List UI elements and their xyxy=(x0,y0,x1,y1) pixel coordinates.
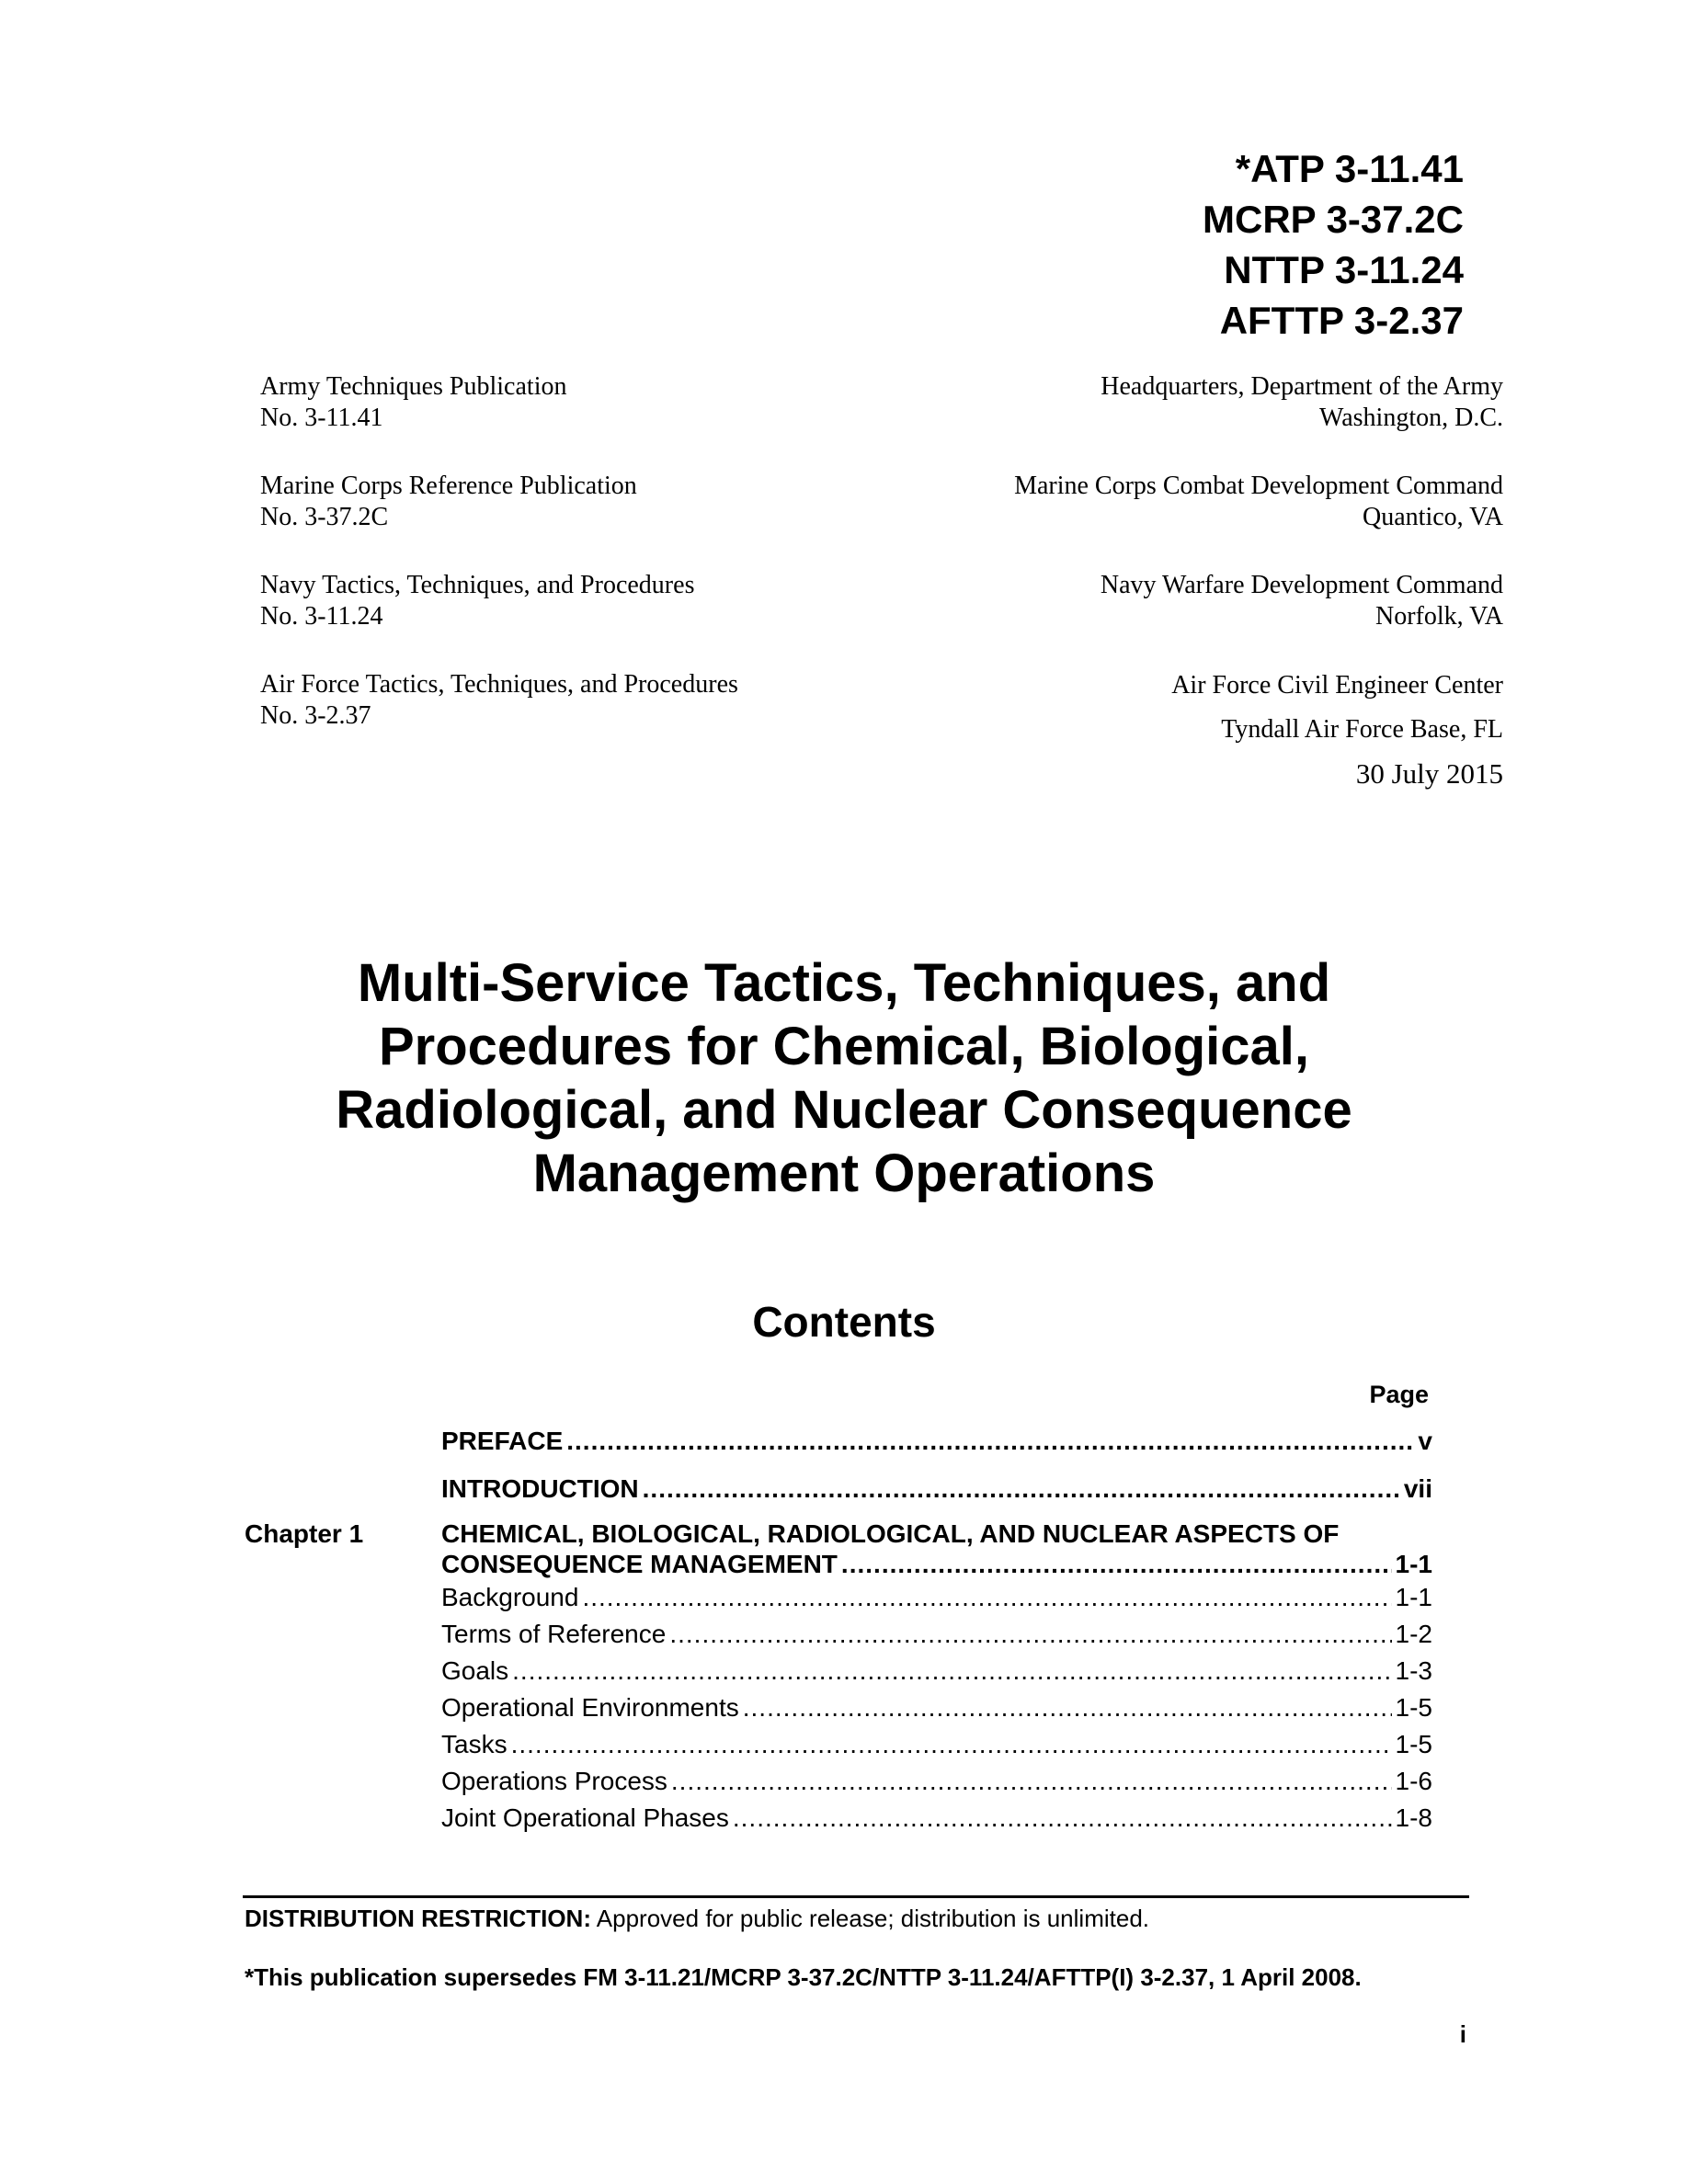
toc-section[interactable] xyxy=(441,1653,1432,1689)
title-line: Multi-Service Tactics, Techniques, and xyxy=(357,953,1331,1013)
footer-divider xyxy=(243,1895,1469,1898)
toc-title: INTRODUCTION xyxy=(441,1474,639,1503)
designation-nttp: NTTP 3-11.24 xyxy=(1224,248,1464,291)
toc-leader xyxy=(733,1800,1392,1837)
toc-title: Operational Environments xyxy=(441,1693,739,1722)
document-title xyxy=(0,951,1688,1205)
toc-section[interactable] xyxy=(441,1763,1432,1800)
issuer-location: Quantico, VA xyxy=(1363,503,1503,531)
publication-navy xyxy=(260,570,849,632)
publication-number: No. 3-2.37 xyxy=(260,701,371,730)
title-line: Radiological, and Nuclear Consequence xyxy=(336,1080,1352,1140)
toc-section[interactable] xyxy=(441,1726,1432,1763)
toc-page: vii xyxy=(1403,1474,1432,1503)
issuer-name: Headquarters, Department of the Army xyxy=(1101,372,1503,401)
toc-title: Joint Operational Phases xyxy=(441,1803,729,1832)
toc-page: 1-5 xyxy=(1395,1730,1432,1758)
toc-leader xyxy=(669,1616,1391,1653)
publication-designations xyxy=(1203,143,1464,346)
toc-leader xyxy=(841,1549,1392,1579)
toc-page: 1-1 xyxy=(1395,1550,1432,1578)
publication-title: Navy Tactics, Techniques, and Procedures xyxy=(260,571,695,599)
issuer-navy xyxy=(804,570,1503,632)
toc-entry-chapter-1 xyxy=(245,1519,1432,1837)
publication-number: No. 3-11.41 xyxy=(260,404,383,432)
publication-army xyxy=(260,371,849,434)
toc-title: Tasks xyxy=(441,1730,508,1758)
toc-title: Operations Process xyxy=(441,1767,667,1795)
issuer-name: Marine Corps Combat Development Command xyxy=(1014,472,1503,500)
publication-numbers xyxy=(260,371,849,732)
designation-mcrp: MCRP 3-37.2C xyxy=(1203,198,1464,241)
toc-chapter-label: Chapter 1 xyxy=(245,1519,364,1548)
issuer-location: Norfolk, VA xyxy=(1375,602,1503,631)
toc-section[interactable] xyxy=(441,1579,1432,1616)
distribution-restriction xyxy=(245,1903,1149,1934)
distribution-label: DISTRIBUTION RESTRICTION: xyxy=(245,1905,591,1932)
toc-section[interactable] xyxy=(441,1800,1432,1837)
publication-airforce xyxy=(260,669,849,732)
issuing-commands xyxy=(804,371,1503,796)
toc-page: 1-3 xyxy=(1395,1656,1432,1685)
toc-entry-introduction[interactable] xyxy=(245,1471,1432,1507)
publication-number: No. 3-11.24 xyxy=(260,602,383,631)
supersedes-note: *This publication supersedes FM 3-11.21/MCRP 3-37.2C/NTTP 3-11.24/AFTTP(I) 3-2.37, 1 April 2008. xyxy=(245,1963,1362,1991)
issuer-location: Tyndall Air Force Base, FL xyxy=(1221,715,1503,744)
toc-chapter-title-line1[interactable]: CHEMICAL, BIOLOGICAL, RADIOLOGICAL, AND NUCLEAR ASPECTS OF xyxy=(441,1519,1340,1548)
page-number: i xyxy=(1459,2020,1466,2048)
toc-leader xyxy=(671,1763,1392,1800)
toc-page: 1-5 xyxy=(1395,1693,1432,1722)
publication-number: No. 3-37.2C xyxy=(260,503,389,531)
toc-page: 1-6 xyxy=(1395,1767,1432,1795)
publication-title: Army Techniques Publication xyxy=(260,372,567,401)
toc-chapter-title-line2-row[interactable] xyxy=(441,1549,1432,1579)
publication-title: Air Force Tactics, Techniques, and Procedures xyxy=(260,670,738,699)
toc-section[interactable] xyxy=(441,1616,1432,1653)
toc-page: 1-8 xyxy=(1395,1803,1432,1832)
issuer-airforce xyxy=(804,664,1503,796)
issuer-name: Navy Warfare Development Command xyxy=(1100,571,1503,599)
issuer-location: Washington, D.C. xyxy=(1319,404,1503,432)
publication-title: Marine Corps Reference Publication xyxy=(260,472,637,500)
designation-atp: *ATP 3-11.41 xyxy=(1235,147,1464,190)
publication-marine xyxy=(260,471,849,533)
toc-page: 1-1 xyxy=(1395,1583,1432,1611)
toc-leader xyxy=(582,1579,1391,1616)
toc-title: PREFACE xyxy=(441,1427,564,1455)
table-of-contents xyxy=(245,1423,1432,1837)
toc-leader xyxy=(566,1423,1414,1460)
title-line: Management Operations xyxy=(532,1143,1156,1203)
publication-date: 30 July 2015 xyxy=(1355,757,1503,790)
toc-chapter-title-line2: CONSEQUENCE MANAGEMENT xyxy=(441,1550,838,1578)
issuer-marine xyxy=(804,471,1503,533)
designation-afttp: AFTTP 3-2.37 xyxy=(1219,299,1464,342)
contents-heading: Contents xyxy=(752,1298,936,1346)
issuer-name: Air Force Civil Engineer Center xyxy=(1171,671,1503,700)
toc-page: 1-2 xyxy=(1395,1620,1432,1648)
toc-page: v xyxy=(1418,1427,1432,1455)
title-line: Procedures for Chemical, Biological, xyxy=(378,1017,1310,1076)
toc-leader xyxy=(743,1689,1392,1726)
toc-title: Terms of Reference xyxy=(441,1620,667,1648)
toc-leader xyxy=(512,1653,1391,1689)
distribution-text: Approved for public release; distribution is unlimited. xyxy=(596,1905,1149,1932)
toc-title: Background xyxy=(441,1583,579,1611)
toc-leader xyxy=(643,1471,1400,1507)
page-column-label: Page xyxy=(1369,1381,1429,1408)
toc-leader xyxy=(511,1726,1392,1763)
toc-section[interactable] xyxy=(441,1689,1432,1726)
issuer-army xyxy=(804,371,1503,434)
toc-entry-preface[interactable] xyxy=(245,1423,1432,1460)
toc-title: Goals xyxy=(441,1656,509,1685)
